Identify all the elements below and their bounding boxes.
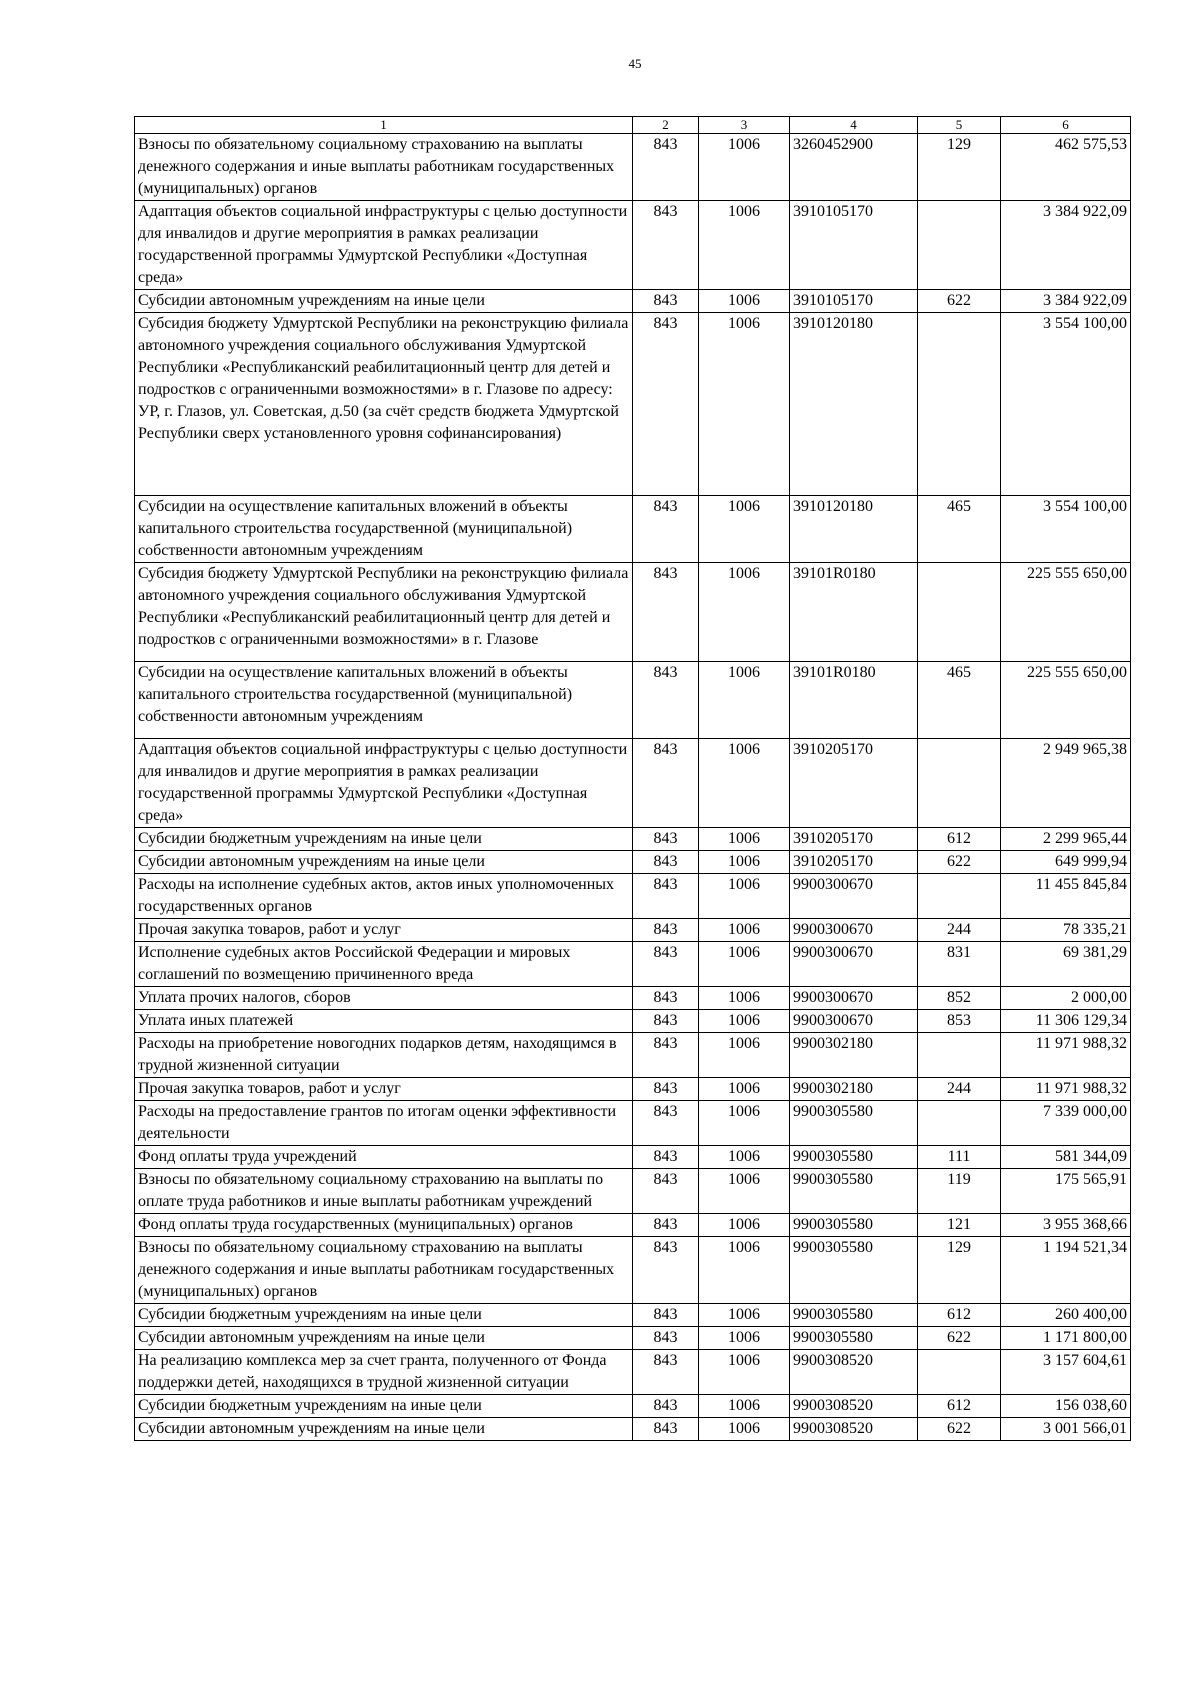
table-row: [135, 1350, 1131, 1395]
item-name-cell: Субсидии бюджетным учреждениям на иные цели: [135, 828, 633, 851]
expense-type-cell: 622: [918, 1418, 1001, 1441]
target-article-cell: 9900302180: [790, 1033, 918, 1078]
item-name-cell: Субсидия бюджету Удмуртской Республики на реконструкцию филиала автономного учреждения социального обслуживания Удмуртской Республики «Республиканский реабилитационный центр для детей и подростков с ограниченными возможностями» в г. Глазове: [135, 563, 633, 662]
column-header-1: 1: [135, 117, 633, 134]
table-row: [135, 563, 1131, 662]
table-row: [135, 1146, 1131, 1169]
table-row: [135, 874, 1131, 919]
table-row: [135, 1010, 1131, 1033]
ministry-code-cell: 843: [633, 496, 699, 563]
section-code-cell: 1006: [699, 563, 790, 662]
ministry-code-cell: 843: [633, 919, 699, 942]
ministry-code-cell: 843: [633, 1033, 699, 1078]
expense-type-cell: [918, 739, 1001, 828]
target-article-cell: 9900308520: [790, 1395, 918, 1418]
expense-type-cell: 244: [918, 1078, 1001, 1101]
item-name-cell: Исполнение судебных актов Российской Федерации и мировых соглашений по возмещению причиненного вреда: [135, 942, 633, 987]
amount-cell: 649 999,94: [1001, 851, 1131, 874]
expense-type-cell: [918, 1033, 1001, 1078]
section-code-cell: 1006: [699, 1304, 790, 1327]
target-article-cell: 9900305580: [790, 1101, 918, 1146]
amount-cell: 581 344,09: [1001, 1146, 1131, 1169]
table-row: [135, 851, 1131, 874]
column-header-3: 3: [699, 117, 790, 134]
target-article-cell: 9900308520: [790, 1350, 918, 1395]
ministry-code-cell: 843: [633, 313, 699, 496]
item-name-cell: Фонд оплаты труда государственных (муниципальных) органов: [135, 1214, 633, 1237]
target-article-cell: 9900300670: [790, 874, 918, 919]
item-name-cell: Субсидии бюджетным учреждениям на иные цели: [135, 1304, 633, 1327]
expense-type-cell: [918, 201, 1001, 290]
item-name-cell: Уплата иных платежей: [135, 1010, 633, 1033]
ministry-code-cell: 843: [633, 290, 699, 313]
amount-cell: 225 555 650,00: [1001, 662, 1131, 739]
ministry-code-cell: 843: [633, 134, 699, 201]
table-row: [135, 739, 1131, 828]
expense-type-cell: 465: [918, 496, 1001, 563]
table-row: [135, 290, 1131, 313]
section-code-cell: 1006: [699, 1350, 790, 1395]
section-code-cell: 1006: [699, 1146, 790, 1169]
section-code-cell: 1006: [699, 1395, 790, 1418]
expense-type-cell: 612: [918, 1395, 1001, 1418]
expense-type-cell: 612: [918, 828, 1001, 851]
amount-cell: 11 455 845,84: [1001, 874, 1131, 919]
ministry-code-cell: 843: [633, 1418, 699, 1441]
ministry-code-cell: 843: [633, 874, 699, 919]
item-name-cell: Взносы по обязательному социальному страхованию на выплаты денежного содержания и иные выплаты работникам государственных (муниципальных) органов: [135, 1237, 633, 1304]
amount-cell: 260 400,00: [1001, 1304, 1131, 1327]
table-row: [135, 828, 1131, 851]
item-name-cell: На реализацию комплекса мер за счет гранта, полученного от Фонда поддержки детей, находящихся в трудной жизненной ситуации: [135, 1350, 633, 1395]
table-row: [135, 1214, 1131, 1237]
ministry-code-cell: 843: [633, 987, 699, 1010]
item-name-cell: Расходы на предоставление грантов по итогам оценки эффективности деятельности: [135, 1101, 633, 1146]
ministry-code-cell: 843: [633, 563, 699, 662]
section-code-cell: 1006: [699, 987, 790, 1010]
table-row: [135, 1033, 1131, 1078]
expense-type-cell: [918, 1101, 1001, 1146]
item-name-cell: Прочая закупка товаров, работ и услуг: [135, 919, 633, 942]
page-number: 45: [628, 56, 642, 71]
table-row: [135, 1078, 1131, 1101]
column-header-6: 6: [1001, 117, 1131, 134]
ministry-code-cell: 843: [633, 851, 699, 874]
amount-cell: 11 306 129,34: [1001, 1010, 1131, 1033]
table-row: [135, 919, 1131, 942]
target-article-cell: 9900305580: [790, 1327, 918, 1350]
expense-type-cell: 853: [918, 1010, 1001, 1033]
target-article-cell: 9900305580: [790, 1304, 918, 1327]
column-header-5: 5: [918, 117, 1001, 134]
item-name-cell: Субсидии бюджетным учреждениям на иные цели: [135, 1395, 633, 1418]
amount-cell: 1 194 521,34: [1001, 1237, 1131, 1304]
amount-cell: 11 971 988,32: [1001, 1078, 1131, 1101]
ministry-code-cell: 843: [633, 1146, 699, 1169]
expense-type-cell: 852: [918, 987, 1001, 1010]
item-name-cell: Фонд оплаты труда учреждений: [135, 1146, 633, 1169]
expense-type-cell: 831: [918, 942, 1001, 987]
amount-cell: 3 554 100,00: [1001, 313, 1131, 496]
section-code-cell: 1006: [699, 1169, 790, 1214]
section-code-cell: 1006: [699, 1078, 790, 1101]
amount-cell: 78 335,21: [1001, 919, 1131, 942]
item-name-cell: Прочая закупка товаров, работ и услуг: [135, 1078, 633, 1101]
target-article-cell: 9900300670: [790, 919, 918, 942]
target-article-cell: 9900300670: [790, 987, 918, 1010]
table-row: [135, 134, 1131, 201]
item-name-cell: Расходы на исполнение судебных актов, актов иных уполномоченных государственных органов: [135, 874, 633, 919]
table-row: [135, 1101, 1131, 1146]
target-article-cell: 3910120180: [790, 313, 918, 496]
amount-cell: 2 949 965,38: [1001, 739, 1131, 828]
section-code-cell: 1006: [699, 851, 790, 874]
section-code-cell: 1006: [699, 134, 790, 201]
target-article-cell: 3910105170: [790, 201, 918, 290]
amount-cell: 1 171 800,00: [1001, 1327, 1131, 1350]
table-row: [135, 313, 1131, 496]
table-row: [135, 942, 1131, 987]
amount-cell: 3 384 922,09: [1001, 290, 1131, 313]
section-code-cell: 1006: [699, 739, 790, 828]
item-name-cell: Субсидии автономным учреждениям на иные цели: [135, 1418, 633, 1441]
target-article-cell: 9900305580: [790, 1214, 918, 1237]
amount-cell: 175 565,91: [1001, 1169, 1131, 1214]
amount-cell: 225 555 650,00: [1001, 563, 1131, 662]
table-row: [135, 987, 1131, 1010]
ministry-code-cell: 843: [633, 1010, 699, 1033]
expense-type-cell: 622: [918, 851, 1001, 874]
table-row: [135, 1237, 1131, 1304]
section-code-cell: 1006: [699, 1010, 790, 1033]
ministry-code-cell: 843: [633, 1395, 699, 1418]
section-code-cell: 1006: [699, 874, 790, 919]
expense-type-cell: [918, 563, 1001, 662]
expense-type-cell: 465: [918, 662, 1001, 739]
target-article-cell: 3910120180: [790, 496, 918, 563]
amount-cell: 3 001 566,01: [1001, 1418, 1131, 1441]
expense-type-cell: [918, 313, 1001, 496]
item-name-cell: Субсидия бюджету Удмуртской Республики на реконструкцию филиала автономного учреждения социального обслуживания Удмуртской Республики «Республиканский реабилитационный центр для детей и подростков с ограниченными возможностями» в г. Глазове по адресу: УР, г. Глазов, ул. Советская, д.50 (за счёт средств бюджета Удмуртской Республики сверх установленного уровня софинансирования): [135, 313, 633, 496]
target-article-cell: 9900300670: [790, 1010, 918, 1033]
expense-type-cell: [918, 1350, 1001, 1395]
item-name-cell: Уплата прочих налогов, сборов: [135, 987, 633, 1010]
section-code-cell: 1006: [699, 1214, 790, 1237]
ministry-code-cell: 843: [633, 1237, 699, 1304]
ministry-code-cell: 843: [633, 942, 699, 987]
section-code-cell: 1006: [699, 828, 790, 851]
ministry-code-cell: 843: [633, 1101, 699, 1146]
section-code-cell: 1006: [699, 290, 790, 313]
table-body: [135, 134, 1131, 1441]
ministry-code-cell: 843: [633, 1214, 699, 1237]
target-article-cell: 9900302180: [790, 1078, 918, 1101]
column-header-4: 4: [790, 117, 918, 134]
table-row: [135, 1304, 1131, 1327]
target-article-cell: 9900308520: [790, 1418, 918, 1441]
expense-type-cell: 121: [918, 1214, 1001, 1237]
target-article-cell: 9900300670: [790, 942, 918, 987]
item-name-cell: Взносы по обязательному социальному страхованию на выплаты по оплате труда работников и иные выплаты работникам учреждений: [135, 1169, 633, 1214]
target-article-cell: 3910205170: [790, 851, 918, 874]
item-name-cell: Адаптация объектов социальной инфраструктуры с целью доступности для инвалидов и другие мероприятия в рамках реализации государственной программы Удмуртской Республики «Доступная среда»: [135, 739, 633, 828]
target-article-cell: 3910205170: [790, 828, 918, 851]
section-code-cell: 1006: [699, 942, 790, 987]
table-row: [135, 1418, 1131, 1441]
expense-type-cell: 622: [918, 290, 1001, 313]
expense-type-cell: 244: [918, 919, 1001, 942]
amount-cell: 462 575,53: [1001, 134, 1131, 201]
ministry-code-cell: 843: [633, 1169, 699, 1214]
section-code-cell: 1006: [699, 496, 790, 563]
ministry-code-cell: 843: [633, 662, 699, 739]
section-code-cell: 1006: [699, 1327, 790, 1350]
item-name-cell: Расходы на приобретение новогодних подарков детям, находящимся в трудной жизненной ситуации: [135, 1033, 633, 1078]
item-name-cell: Субсидии автономным учреждениям на иные цели: [135, 290, 633, 313]
table-row: [135, 496, 1131, 563]
item-name-cell: Взносы по обязательному социальному страхованию на выплаты денежного содержания и иные выплаты работникам государственных (муниципальных) органов: [135, 134, 633, 201]
ministry-code-cell: 843: [633, 739, 699, 828]
section-code-cell: 1006: [699, 1237, 790, 1304]
section-code-cell: 1006: [699, 1418, 790, 1441]
ministry-code-cell: 843: [633, 1350, 699, 1395]
expense-type-cell: 622: [918, 1327, 1001, 1350]
ministry-code-cell: 843: [633, 1327, 699, 1350]
section-code-cell: 1006: [699, 1033, 790, 1078]
target-article-cell: 3260452900: [790, 134, 918, 201]
section-code-cell: 1006: [699, 662, 790, 739]
budget-table: [134, 116, 1131, 1441]
item-name-cell: Субсидии автономным учреждениям на иные цели: [135, 1327, 633, 1350]
section-code-cell: 1006: [699, 313, 790, 496]
expense-type-cell: 129: [918, 134, 1001, 201]
target-article-cell: 9900305580: [790, 1169, 918, 1214]
ministry-code-cell: 843: [633, 1078, 699, 1101]
amount-cell: 2 299 965,44: [1001, 828, 1131, 851]
expense-type-cell: 612: [918, 1304, 1001, 1327]
item-name-cell: Адаптация объектов социальной инфраструктуры с целью доступности для инвалидов и другие мероприятия в рамках реализации государственной программы Удмуртской Республики «Доступная среда»: [135, 201, 633, 290]
section-code-cell: 1006: [699, 1101, 790, 1146]
section-code-cell: 1006: [699, 201, 790, 290]
amount-cell: 3 554 100,00: [1001, 496, 1131, 563]
item-name-cell: Субсидии автономным учреждениям на иные цели: [135, 851, 633, 874]
table-row: [135, 662, 1131, 739]
item-name-cell: Субсидии на осуществление капитальных вложений в объекты капитального строительства государственной (муниципальной) собственности автономным учреждениям: [135, 496, 633, 563]
expense-type-cell: 111: [918, 1146, 1001, 1169]
target-article-cell: 3910205170: [790, 739, 918, 828]
amount-cell: 2 000,00: [1001, 987, 1131, 1010]
target-article-cell: 9900305580: [790, 1146, 918, 1169]
ministry-code-cell: 843: [633, 828, 699, 851]
section-code-cell: 1006: [699, 919, 790, 942]
amount-cell: 7 339 000,00: [1001, 1101, 1131, 1146]
amount-cell: 3 955 368,66: [1001, 1214, 1131, 1237]
table-row: [135, 1395, 1131, 1418]
amount-cell: 69 381,29: [1001, 942, 1131, 987]
item-name-cell: Субсидии на осуществление капитальных вложений в объекты капитального строительства государственной (муниципальной) собственности автономным учреждениям: [135, 662, 633, 739]
target-article-cell: 39101R0180: [790, 563, 918, 662]
ministry-code-cell: 843: [633, 201, 699, 290]
ministry-code-cell: 843: [633, 1304, 699, 1327]
table-row: [135, 1169, 1131, 1214]
amount-cell: 3 157 604,61: [1001, 1350, 1131, 1395]
expense-type-cell: 129: [918, 1237, 1001, 1304]
table-row: [135, 1327, 1131, 1350]
target-article-cell: 3910105170: [790, 290, 918, 313]
target-article-cell: 9900305580: [790, 1237, 918, 1304]
column-header-2: 2: [633, 117, 699, 134]
table-header-row: [135, 117, 1131, 134]
expense-type-cell: [918, 874, 1001, 919]
target-article-cell: 39101R0180: [790, 662, 918, 739]
expense-type-cell: 119: [918, 1169, 1001, 1214]
amount-cell: 156 038,60: [1001, 1395, 1131, 1418]
amount-cell: 3 384 922,09: [1001, 201, 1131, 290]
amount-cell: 11 971 988,32: [1001, 1033, 1131, 1078]
table-row: [135, 201, 1131, 290]
